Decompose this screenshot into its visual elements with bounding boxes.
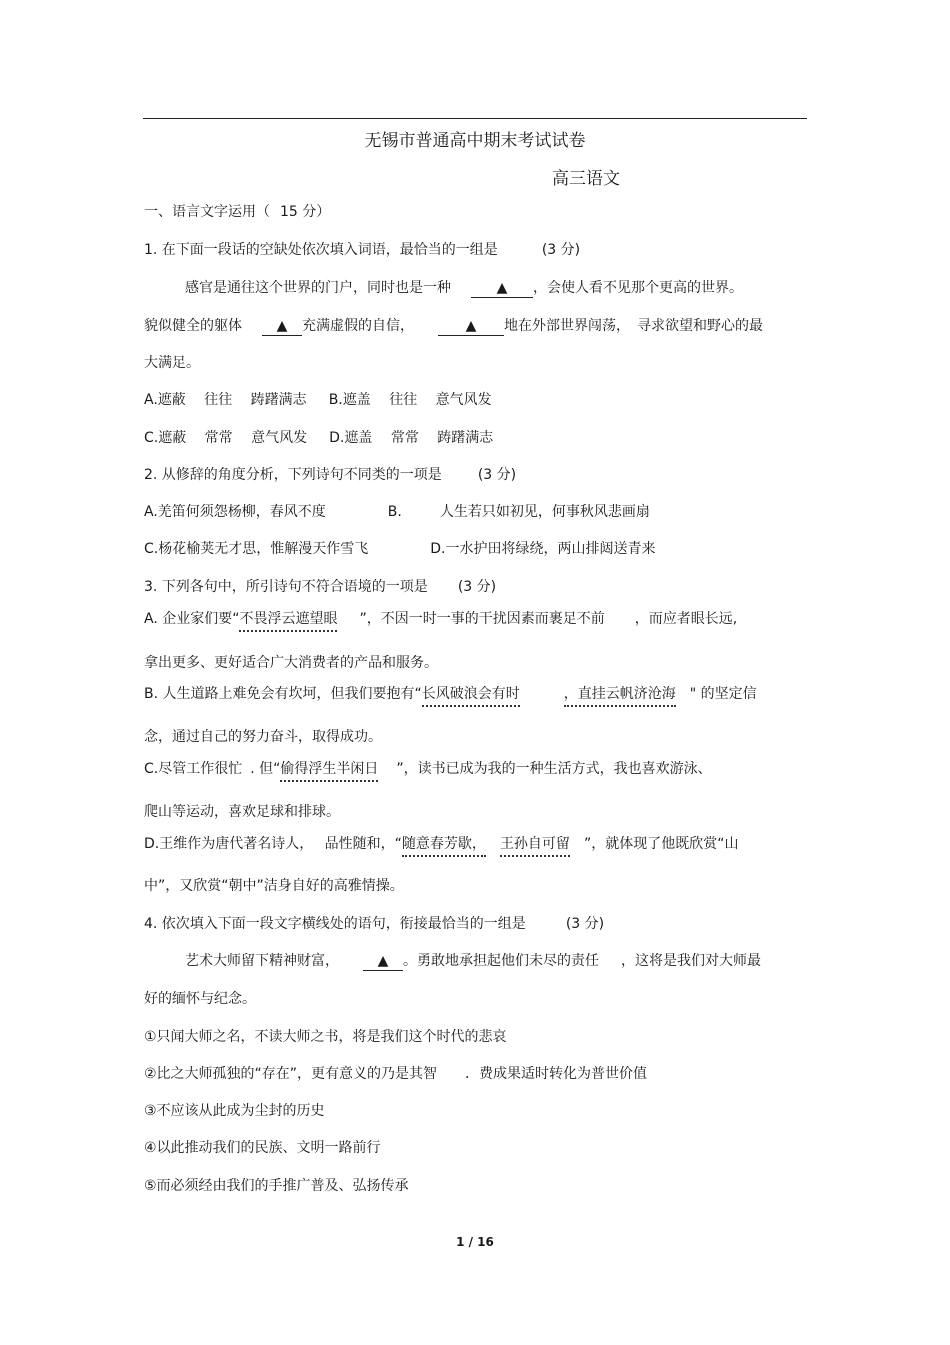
q1-blank-3 — [438, 318, 504, 336]
q1-p2-text-b: 充满虚假的自信， — [302, 318, 414, 334]
triangle-icon: ▲ — [377, 953, 389, 969]
q3-b-quote-2: ，直挂云帆济沧海 — [564, 686, 676, 707]
q1-p1-text-a: 感官是通往这个世界的门户，同时也是一种 — [185, 280, 451, 296]
q2-option-b-label: B. — [387, 504, 402, 520]
q3-option-c-line1 — [144, 759, 712, 779]
q3-b-text-a: B. 人生道路上难免会有坎坷，但我们要抱有“ — [144, 686, 422, 702]
q2-score: (3 分) — [477, 467, 517, 483]
q4-score: (3 分) — [565, 916, 605, 932]
q1-paragraph-line3: 大满足。 — [144, 355, 200, 371]
q1-option-d: D.遮盖 常常 踌躇满志 — [329, 430, 494, 446]
q4-paragraph-line1 — [185, 951, 761, 971]
q2-options-cd — [144, 539, 655, 559]
q4-p1-text-a: 艺术大师留下精神财富， — [185, 953, 339, 969]
triangle-icon: ▲ — [465, 318, 477, 334]
q3-d-text-b: ”，就体现了他既欣赏“山 — [583, 836, 739, 852]
q4-item-1: ①只闻大师之名，不读大师之书，将是我们这个时代的悲哀 — [144, 1029, 507, 1045]
q2-option-d: D.一水护田将绿绕，两山排闼送青来 — [430, 541, 656, 557]
q3-option-a-line2: 拿出更多、更好适合广大消费者的产品和服务。 — [144, 655, 438, 671]
q1-paragraph-line2 — [144, 316, 763, 336]
triangle-icon: ▲ — [496, 280, 508, 296]
q3-stem — [144, 577, 496, 597]
q3-c-text-a: C.尽管工作很忙 — [144, 761, 243, 777]
q4-item-5: ⑤而必须经由我们的手推广普及、弘扬传承 — [144, 1178, 409, 1194]
q4-paragraph-line2: 好的缅怀与纪念。 — [144, 991, 256, 1007]
q3-d-quote-2: 王孙自可留 — [500, 836, 570, 857]
q4-stem — [144, 914, 604, 934]
q1-option-a: A.遮蔽 往往 踌躇满志 — [144, 392, 307, 408]
q3-a-text-b: ”，不因一时一事的干扰因素而裹足不前 — [359, 611, 605, 627]
q3-a-text-a: A. 企业家们要“ — [144, 611, 240, 627]
q1-blank-2 — [262, 318, 302, 336]
q3-c-text-b: . 但“ — [250, 761, 281, 777]
q1-p1-text-b: ，会使人看不见那个更高的世界。 — [533, 280, 743, 296]
q1-stem-text: 1. 在下面一段话的空缺处依次填入词语，最恰当的一组是 — [144, 242, 498, 258]
q1-option-c: C.遮蔽 常常 意气风发 — [144, 430, 308, 446]
q3-a-quote: 不畏浮云遮望眼 — [239, 611, 337, 632]
q4-p1-text-b: 。勇敢地承担起他们未尽的责任 — [403, 953, 599, 969]
q4-item-2: ②比之大师孤独的“存在”，更有意义的乃是其智 ．费成果适时转化为普世价值 — [144, 1066, 648, 1082]
q3-c-text-c: ”，读书已成为我的一种生活方式，我也喜欢游泳、 — [396, 761, 712, 777]
q3-option-b-line1 — [144, 684, 757, 704]
section-heading — [144, 202, 330, 222]
q2-stem — [144, 465, 516, 485]
q3-option-d-line2: 中”，又欣赏“朝中”洁身自好的高雅情操。 — [144, 878, 404, 894]
q4-item-3: ③不应该从此成为尘封的历史 — [144, 1103, 325, 1119]
q1-paragraph-line1 — [185, 278, 743, 298]
q3-a-text-c: ，而应者眼长远, — [634, 611, 738, 627]
q1-stem — [144, 240, 580, 260]
q1-option-b: B.遮盖 往往 意气风发 — [328, 392, 492, 408]
q4-item-4: ④以此推动我们的民族、文明一路前行 — [144, 1140, 381, 1156]
q3-score: (3 分) — [457, 579, 497, 595]
exam-subtitle: 高三语文 — [552, 169, 620, 189]
q3-stem-text: 3. 下列各句中，所引诗句不符合语境的一项是 — [144, 579, 428, 595]
q1-score: (3 分) — [541, 242, 581, 258]
q2-option-b: 人生若只如初见，何事秋风悲画扇 — [439, 504, 650, 520]
triangle-icon: ▲ — [276, 318, 288, 334]
q4-blank — [363, 953, 403, 971]
page-number: 1 / 16 — [456, 1235, 494, 1249]
section-heading-score: 15 分） — [280, 204, 331, 220]
q2-options-ab — [144, 502, 650, 522]
q3-option-b-line2: 念，通过自己的努力奋斗，取得成功。 — [144, 729, 382, 745]
q3-option-d-line1 — [144, 834, 738, 854]
q4-stem-text: 4. 依次填入下面一段文字横线处的语句，衔接最恰当的一组是 — [144, 916, 526, 932]
exam-title: 无锡市普通高中期末考试试卷 — [364, 131, 586, 151]
section-heading-text: 一、语言文字运用（ — [144, 204, 270, 220]
q3-option-c-line2: 爬山等运动，喜欢足球和排球。 — [144, 804, 340, 820]
q3-d-text-a: D.王维作为唐代著名诗人， 品性随和，“ — [144, 836, 402, 852]
q2-option-a: A.羌笛何须怨杨柳，春风不度 — [144, 504, 326, 520]
q3-b-quote-1: 长风破浪会有时 — [422, 686, 520, 707]
q1-p2-text-a: 貌似健全的躯体 — [144, 318, 242, 334]
q3-option-a-line1 — [144, 609, 737, 629]
q2-option-c: C.杨花榆荚无才思，惟解漫天作雪飞 — [144, 541, 369, 557]
q1-options-ab — [144, 390, 492, 410]
q3-b-text-b: " 的坚定信 — [689, 686, 757, 702]
q1-options-cd — [144, 428, 493, 448]
q1-p2-text-c: 地在外部世界闯荡， 寻求欲望和野心的最 — [504, 318, 763, 334]
q2-stem-text: 2. 从修辞的角度分析，下列诗句不同类的一项是 — [144, 467, 442, 483]
q4-p1-text-c: ，这将是我们对大师最 — [621, 953, 761, 969]
q1-blank-1 — [471, 280, 533, 298]
header-rule — [143, 118, 807, 119]
q3-c-quote: 偷得浮生半闲日 — [280, 761, 378, 782]
q3-d-quote-1: 随意春芳歇， — [402, 836, 486, 857]
